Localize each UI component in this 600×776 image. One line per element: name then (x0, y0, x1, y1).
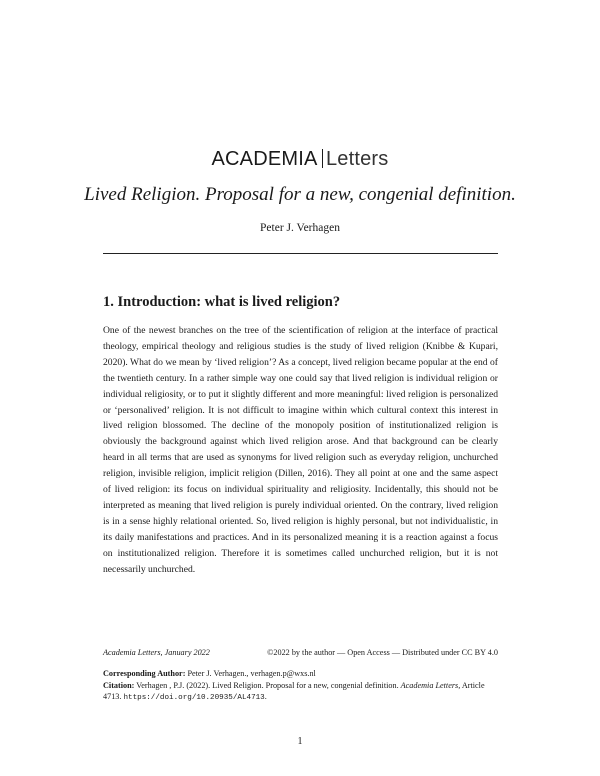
header-rule (103, 253, 498, 254)
section-body: One of the newest branches on the tree of the scientification of religion at the interface of practical theology, empirical theology and religious studies is the study of lived religion (Knibbe & Kupari, 2020). What do we mean by ‘lived religion’? As a concept, lived religion became popular at the end of the twentieth century. In a rather simple way one could say that lived religion is individual religion or individual religiosity, or to put it slightly different and more meaningful: lived religion is personalized or ‘personalived’ religion. It is not difficult to imagine within which cultural context this interest in lived religion blossomed. The decline of the monopoly position of institutionalized religion is obviously the background against which lived religion arose. And that background can be clearly heard in all terms that are used as synonyms for lived religion such as everyday religion, unchurched religion, invisible religion, implicit religion (Dillen, 2016). They all point at one and the same aspect of lived religion: its focus on individual spirituality and religiosity. Incidentally, this should not be interpreted as meaning that lived religion is purely individual oriented. On the contrary, lived religion is in a sense highly relational oriented. So, lived religion is highly personal, but not individualistic, in its daily manifestations and practices. And in its personalized meaning it is a reaction against a focus on institutionalized religion. Therefore it is sometimes called unchurched religion, but it is not necessarily unchurched. (103, 325, 498, 575)
correspondence-block (103, 668, 498, 705)
brand-letters: Letters (325, 148, 389, 170)
citation-text: Verhagen , P.J. (2022). Lived Religion. Proposal for a new, congenial definition. (136, 680, 399, 690)
section-heading: 1. Introduction: what is lived religion? (103, 294, 341, 310)
brand-academia: ACADEMIA (211, 148, 318, 170)
page-number: 1 (297, 736, 303, 747)
doi-link[interactable]: https://doi.org/10.20935/AL4713 (123, 694, 265, 702)
brand-divider (322, 149, 323, 168)
paper-title: Lived Religion. Proposal for a new, congenial definition. (84, 184, 516, 205)
citation-label: Citation: (103, 680, 135, 690)
footer-journal-date: Academia Letters, January 2022 (103, 648, 210, 657)
footer-license: ©2022 by the author — Open Access — Distributed under CC BY 4.0 (267, 648, 498, 657)
journal-brand (0, 148, 600, 171)
paper-author: Peter J. Verhagen (260, 222, 340, 234)
corr-label: Corresponding Author: (103, 669, 186, 678)
citation-journal: Academia Letters, (400, 680, 461, 690)
citation-article: Article 4713. (103, 680, 485, 701)
doi-end: . (264, 692, 267, 701)
corr-value: Peter J. Verhagen., verhagen.p@wxs.nl (187, 669, 316, 678)
